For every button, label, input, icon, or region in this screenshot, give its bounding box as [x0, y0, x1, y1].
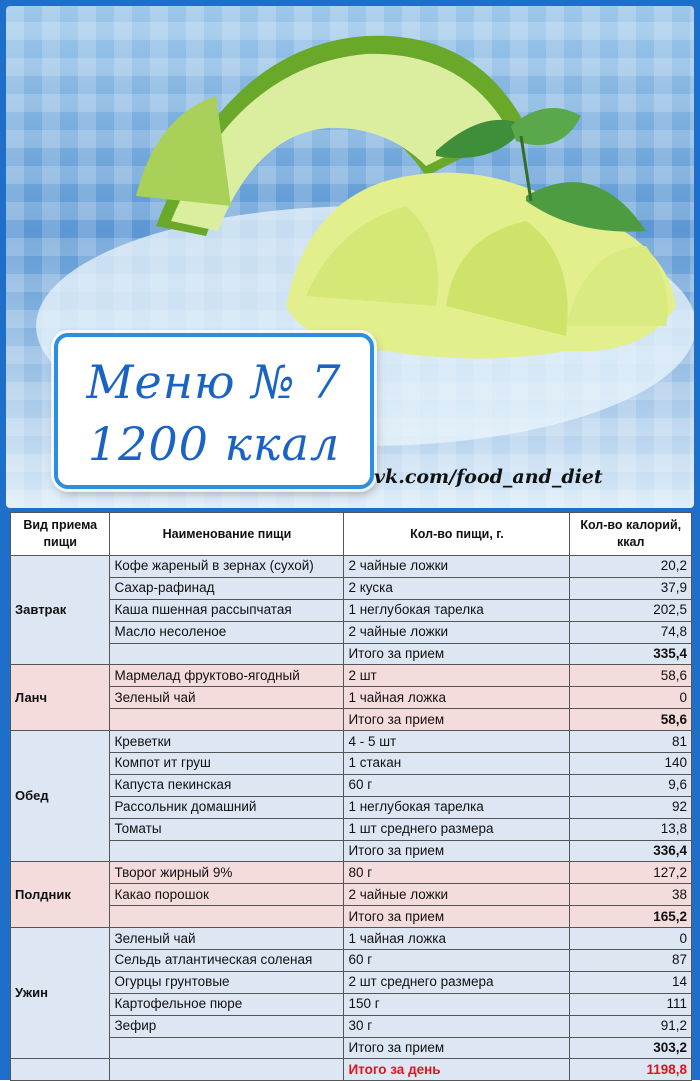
- table-row: [11, 577, 692, 599]
- item-cal: 37,9: [570, 577, 692, 599]
- item-name: Творог жирный 9%: [110, 862, 344, 884]
- meal-cell: Полдник: [11, 862, 110, 928]
- header-row: [11, 513, 692, 556]
- table-row: [11, 818, 692, 840]
- total-label: Итого за прием: [344, 1037, 570, 1059]
- item-name: Кофе жареный в зернах (сухой): [110, 556, 344, 578]
- item-name: Какао порошок: [110, 884, 344, 906]
- item-cal: 140: [570, 753, 692, 775]
- item-name: Капуста пекинская: [110, 774, 344, 796]
- item-name: Зеленый чай: [110, 928, 344, 950]
- table-row: [11, 731, 692, 753]
- item-cal: 74,8: [570, 621, 692, 643]
- source-link[interactable]: vk.com/food_and_diet: [374, 466, 603, 488]
- item-qty: 1 неглубокая тарелка: [344, 796, 570, 818]
- item-name: Сельдь атлантическая соленая: [110, 950, 344, 972]
- item-cal: 111: [570, 993, 692, 1015]
- empty-cell: [110, 1037, 344, 1059]
- table-row: [11, 599, 692, 621]
- grand-total-row: [11, 1059, 692, 1081]
- total-label: Итого за прием: [344, 906, 570, 928]
- empty-cell: [110, 906, 344, 928]
- total-label: Итого за прием: [344, 840, 570, 862]
- title-line-1: Меню № 7: [86, 355, 342, 409]
- total-row: [11, 643, 692, 665]
- item-cal: 81: [570, 731, 692, 753]
- table-row: [11, 971, 692, 993]
- table-row: [11, 884, 692, 906]
- empty-cell: [110, 709, 344, 731]
- item-cal: 20,2: [570, 556, 692, 578]
- total-row: [11, 906, 692, 928]
- empty-cell: [11, 1059, 110, 1081]
- total-row: [11, 1037, 692, 1059]
- item-qty: 4 - 5 шт: [344, 731, 570, 753]
- item-name: Огурцы грунтовые: [110, 971, 344, 993]
- meal-cell: Завтрак: [11, 556, 110, 665]
- item-name: Масло несоленое: [110, 621, 344, 643]
- item-qty: 1 чайная ложка: [344, 687, 570, 709]
- item-name: Рассольник домашний: [110, 796, 344, 818]
- item-qty: 2 куска: [344, 577, 570, 599]
- item-qty: 60 г: [344, 950, 570, 972]
- hero-image: [6, 6, 694, 508]
- item-qty: 2 чайные ложки: [344, 884, 570, 906]
- item-name: Мармелад фруктово-ягодный: [110, 665, 344, 687]
- item-qty: 80 г: [344, 862, 570, 884]
- table-row: [11, 774, 692, 796]
- item-qty: 1 стакан: [344, 753, 570, 775]
- item-cal: 0: [570, 687, 692, 709]
- total-value: 58,6: [570, 709, 692, 731]
- item-qty: 1 чайная ложка: [344, 928, 570, 950]
- total-row: [11, 709, 692, 731]
- meal-cell: Обед: [11, 731, 110, 862]
- table-row: [11, 796, 692, 818]
- header-meal: Вид приема пищи: [11, 513, 110, 556]
- grand-total-label: Итого за день: [344, 1059, 570, 1081]
- item-cal: 38: [570, 884, 692, 906]
- meal-cell: Ужин: [11, 928, 110, 1059]
- item-qty: 150 г: [344, 993, 570, 1015]
- title-line-2: 1200 ккал: [87, 417, 341, 471]
- item-name: Зефир: [110, 1015, 344, 1037]
- item-qty: 2 чайные ложки: [344, 621, 570, 643]
- item-cal: 9,6: [570, 774, 692, 796]
- table-row: [11, 950, 692, 972]
- item-cal: 87: [570, 950, 692, 972]
- item-name: Каша пшенная рассыпчатая: [110, 599, 344, 621]
- header-name: Наименование пищи: [110, 513, 344, 556]
- item-cal: 13,8: [570, 818, 692, 840]
- header-cal: Кол-во калорий, ккал: [570, 513, 692, 556]
- meal-cell: Ланч: [11, 665, 110, 731]
- empty-cell: [110, 840, 344, 862]
- item-cal: 92: [570, 796, 692, 818]
- table-row: [11, 1015, 692, 1037]
- item-name: Картофельное пюре: [110, 993, 344, 1015]
- item-name: Креветки: [110, 731, 344, 753]
- item-qty: 30 г: [344, 1015, 570, 1037]
- total-label: Итого за прием: [344, 643, 570, 665]
- table-row: [11, 753, 692, 775]
- header-qty: Кол-во пищи, г.: [344, 513, 570, 556]
- item-name: Зеленый чай: [110, 687, 344, 709]
- item-cal: 58,6: [570, 665, 692, 687]
- menu-table: [10, 512, 692, 1081]
- item-name: Компот ит груш: [110, 753, 344, 775]
- item-cal: 14: [570, 971, 692, 993]
- total-value: 303,2: [570, 1037, 692, 1059]
- item-qty: 2 шт среднего размера: [344, 971, 570, 993]
- item-qty: 1 шт среднего размера: [344, 818, 570, 840]
- item-qty: 2 шт: [344, 665, 570, 687]
- item-cal: 202,5: [570, 599, 692, 621]
- table-row: [11, 993, 692, 1015]
- title-box: [54, 333, 374, 489]
- item-qty: 2 чайные ложки: [344, 556, 570, 578]
- item-cal: 91,2: [570, 1015, 692, 1037]
- item-cal: 0: [570, 928, 692, 950]
- total-value: 165,2: [570, 906, 692, 928]
- total-value: 336,4: [570, 840, 692, 862]
- item-cal: 127,2: [570, 862, 692, 884]
- total-value: 335,4: [570, 643, 692, 665]
- grand-total-value: 1198,8: [570, 1059, 692, 1081]
- table-row: [11, 862, 692, 884]
- table-row: [11, 621, 692, 643]
- table-row: [11, 928, 692, 950]
- empty-cell: [110, 643, 344, 665]
- table-row: [11, 556, 692, 578]
- total-label: Итого за прием: [344, 709, 570, 731]
- item-name: Сахар-рафинад: [110, 577, 344, 599]
- total-row: [11, 840, 692, 862]
- table-row: [11, 687, 692, 709]
- table-row: [11, 665, 692, 687]
- item-name: Томаты: [110, 818, 344, 840]
- item-qty: 60 г: [344, 774, 570, 796]
- item-qty: 1 неглубокая тарелка: [344, 599, 570, 621]
- empty-cell: [110, 1059, 344, 1081]
